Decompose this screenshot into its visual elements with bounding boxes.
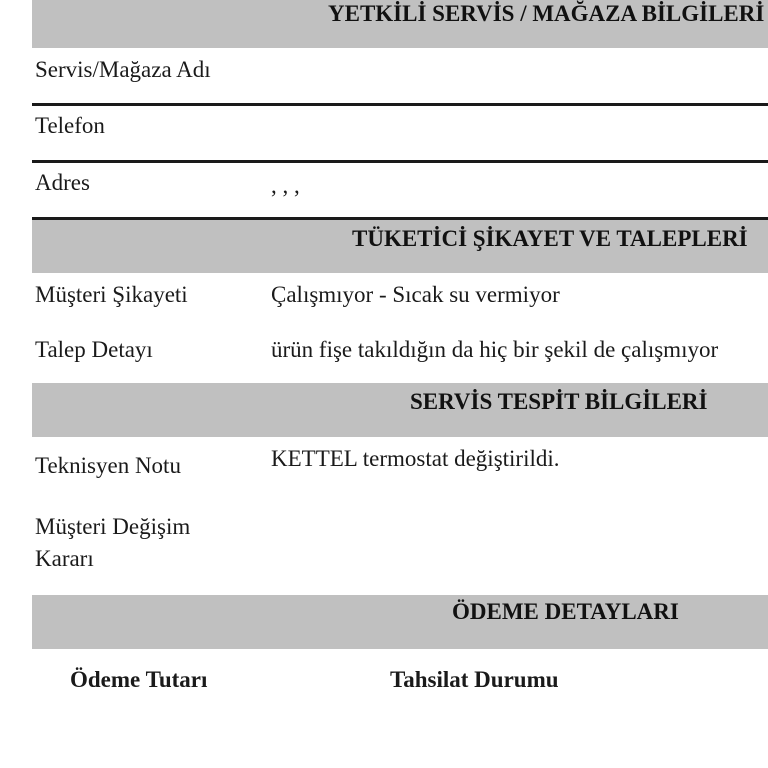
section-header-inspection xyxy=(32,383,768,437)
field-label-technician-note: Teknisyen Notu xyxy=(35,453,181,478)
field-value-request-detail: ürün fişe takıldığın da hiç bir şekil de çalışmıyor xyxy=(271,337,719,362)
section-title-service: YETKİLİ SERVİS / MAĞAZA BİLGİLERİ xyxy=(328,1,765,26)
field-label-customer-complaint: Müşteri Şikayeti xyxy=(35,282,188,307)
section-title-complaint: TÜKETİCİ ŞİKAYET VE TALEPLERİ xyxy=(352,226,748,251)
section-header-payment xyxy=(32,595,768,649)
divider xyxy=(32,160,768,163)
field-value-customer-complaint: Çalışmıyor - Sıcak su vermiyor xyxy=(271,282,560,307)
section-header-complaint xyxy=(32,220,768,273)
column-header-payment-amount: Ödeme Tutarı xyxy=(70,667,208,692)
section-header-service xyxy=(32,0,768,48)
field-value-technician-note: KETTEL termostat değiştirildi. xyxy=(271,446,560,471)
field-label-request-detail: Talep Detayı xyxy=(35,337,153,362)
field-label-exchange-decision-line2: Kararı xyxy=(35,546,94,571)
column-header-collection-status: Tahsilat Durumu xyxy=(390,667,559,692)
field-label-phone: Telefon xyxy=(35,113,105,138)
divider xyxy=(32,103,768,106)
field-label-service-name: Servis/Mağaza Adı xyxy=(35,57,211,82)
field-label-address: Adres xyxy=(35,170,90,195)
section-title-payment: ÖDEME DETAYLARI xyxy=(452,599,679,624)
field-value-address: , , , xyxy=(271,173,300,198)
field-label-exchange-decision-line1: Müşteri Değişim xyxy=(35,514,191,539)
section-title-inspection: SERVİS TESPİT BİLGİLERİ xyxy=(410,389,708,414)
